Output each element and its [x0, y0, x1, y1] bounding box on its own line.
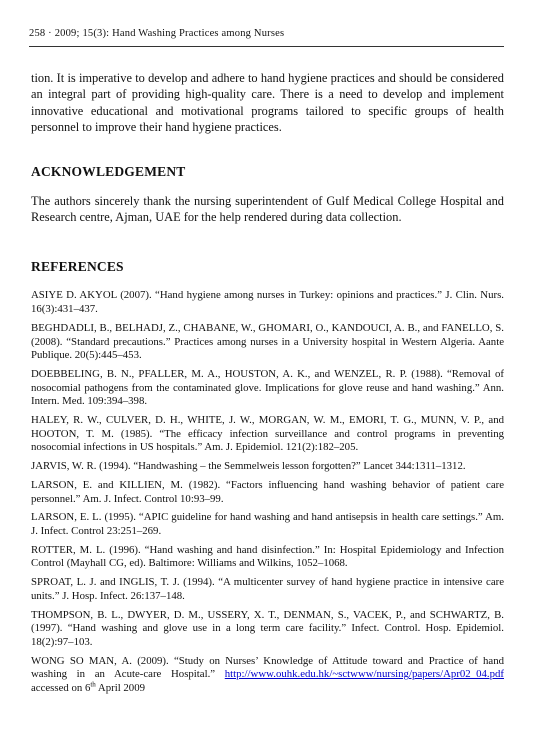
- reference-item: ASIYE D. AKYOL (2007). “Hand hygiene among nurses in Turkey: opinions and practices.” J. Clin. Nurs. 16(3):431–437.: [31, 289, 504, 316]
- reference-item: DOEBBELING, B. N., PFALLER, M. A., HOUSTON, A. K., and WENZEL, R. P. (1988). “Removal of nosocomial pathogens from the contaminated glove. Implications for glove reuse and hand washing.” Ann. Intern. Med. 109:394–398.: [31, 367, 504, 408]
- reference-item: LARSON, E. and KILLIEN, M. (1982). “Factors influencing hand washing behavior of patient care personnel.” Am. J. Infect. Control 10:93–99.: [31, 478, 504, 505]
- reference-item: ROTTER, M. L. (1996). “Hand washing and hand disinfection.” In: Hospital Epidemiology and Infection Control (Mayhall CG, ed). Baltimore: Williams and Wilkins, 1052–1068.: [31, 543, 504, 570]
- reference-item: SPROAT, L. J. and INGLIS, T. J. (1994). “A multicenter survey of hand hygiene practice in intensive care units.” J. Hosp. Infect. 26:137–148.: [31, 576, 504, 602]
- reference-list: [31, 289, 504, 695]
- reference-item: BEGHDADLI, B., BELHADJ, Z., CHABANE, W., GHOMARI, O., KANDOUCI, A. B., and FANELLO, S. (2008). “Standard precautions.” Practices among nurses in a University hospital in Western Algeria. Aante Publique. 20(5):445–453.: [31, 321, 504, 362]
- reference-item: THOMPSON, B. L., DWYER, D. M., USSERY, X. T., DENMAN, S., VACEK, P., and SCHWARTZ, B. (1997). “Hand washing and glove use in a long term care facility.” Infect. Control. Hosp. Epidemiol. 18(2):97–103.: [31, 608, 504, 648]
- reference-url-link[interactable]: http://www.ouhk.edu.hk/~sctwww/nursing/papers/Apr02_04.pdf: [224, 668, 504, 681]
- accessed-ordinal: th: [90, 680, 96, 689]
- reference-item: JARVIS, W. R. (1994). “Handwashing – the Semmelweis lesson forgotten?” Lancet 344:1311–1312.: [31, 460, 466, 473]
- reference-item: HALEY, R. W., CULVER, D. H., WHITE, J. W., MORGAN, W. M., EMORI, T. G., MUNN, V. P., and HOOTON, T. M. (1985). “The efficacy infection surveillance and control programs in preventing nosocomial infections in US hospitals.” Am. J. Epidemiol. 121(2):182–205.: [31, 414, 504, 454]
- reference-item-last: [31, 655, 504, 696]
- acknowledgement-text: The authors sincerely thank the nursing superintendent of Gulf Medical College Hospital and Research centre, Ajman, UAE for the help rendered during data collection.: [31, 193, 504, 225]
- reference-item: LARSON, E. L. (1995). “APIC guideline for hand washing and hand antisepsis in health care settings.” Am. J. Infect. Control 23:251–269.: [31, 511, 504, 537]
- acknowledgement-heading: ACKNOWLEDGEMENT: [31, 163, 186, 179]
- accessed-date: April 2009: [95, 682, 145, 695]
- running-head: 258 · 2009; 15(3): Hand Washing Practices among Nurses: [29, 28, 285, 39]
- header-divider: [29, 46, 504, 47]
- references-heading: REFERENCES: [31, 259, 124, 275]
- page-content: [31, 70, 504, 701]
- reference-text: WONG SO MAN, A. (2009). “Study on Nurses’ Knowledge of Attitude toward and Practice of hand washing in an Acute-care Hospital.”: [31, 654, 504, 681]
- accessed-text: accessed on 6: [31, 682, 91, 695]
- intro-paragraph: tion. It is imperative to develop and adhere to hand hygiene practices and should be considered an integral part of providing high-quality care. There is a need to develop and implement innovative educational and motivational programs tailored to specific groups of health personnel to improve their hand hygiene practices.: [31, 71, 504, 135]
